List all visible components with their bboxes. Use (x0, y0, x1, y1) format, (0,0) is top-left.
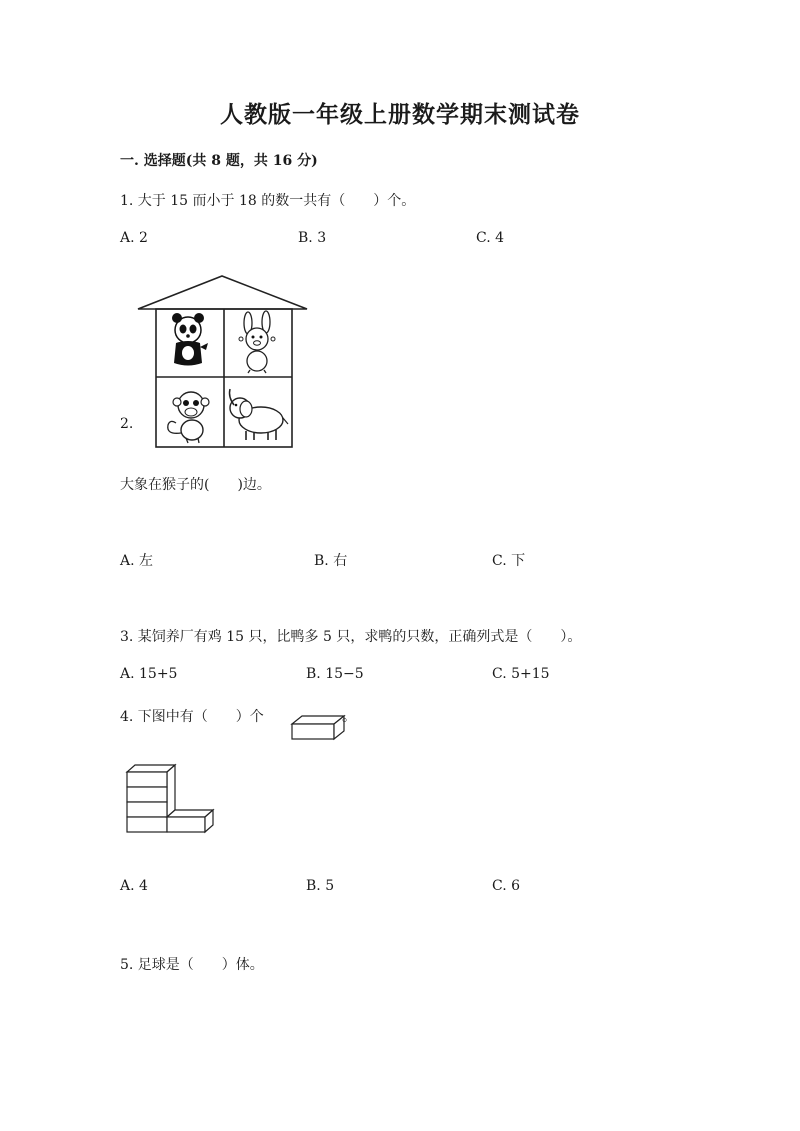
monkey-icon (168, 392, 209, 443)
elephant-icon (230, 389, 289, 440)
single-cuboid-icon (290, 714, 346, 742)
question-2-option-b: B. 右 (314, 553, 348, 569)
panda-icon (172, 313, 208, 366)
question-2-option-c: C. 下 (492, 553, 526, 569)
question-5-text: 5. 足球是（ ）体。 (120, 957, 264, 973)
question-1-option-c: C. 4 (476, 230, 505, 246)
question-4-option-c: C. 6 (492, 878, 521, 894)
section-heading: 一. 选择题(共 8 题，共 16 分) (120, 153, 318, 169)
question-2-text: 大象在猴子的( )边。 (120, 477, 271, 493)
stacked-cuboids-figure (125, 764, 215, 836)
rabbit-icon (239, 311, 275, 373)
question-1-text: 1. 大于 15 而小于 18 的数一共有（ ）个。 (120, 193, 416, 209)
question-3-option-a: A. 15+5 (120, 666, 178, 682)
animal-house-figure (136, 275, 311, 450)
question-3-text: 3. 某饲养厂有鸡 15 只，比鸭多 5 只，求鸭的只数，正确列式是（ ）。 (120, 629, 582, 645)
page-title: 人教版一年级上册数学期末测试卷 (220, 101, 580, 128)
question-1-option-a: A. 2 (120, 230, 148, 246)
question-3-option-b: B. 15−5 (306, 666, 364, 682)
question-4-text-end: 。 (342, 709, 356, 725)
question-2-option-a: A. 左 (120, 553, 154, 569)
question-3-option-c: C. 5+15 (492, 666, 550, 682)
question-2-number: 2. (120, 416, 134, 432)
question-4-text: 4. 下图中有（ ）个 (120, 709, 264, 725)
question-1-option-b: B. 3 (298, 230, 327, 246)
question-4-option-a: A. 4 (120, 878, 148, 894)
question-4-option-b: B. 5 (306, 878, 335, 894)
